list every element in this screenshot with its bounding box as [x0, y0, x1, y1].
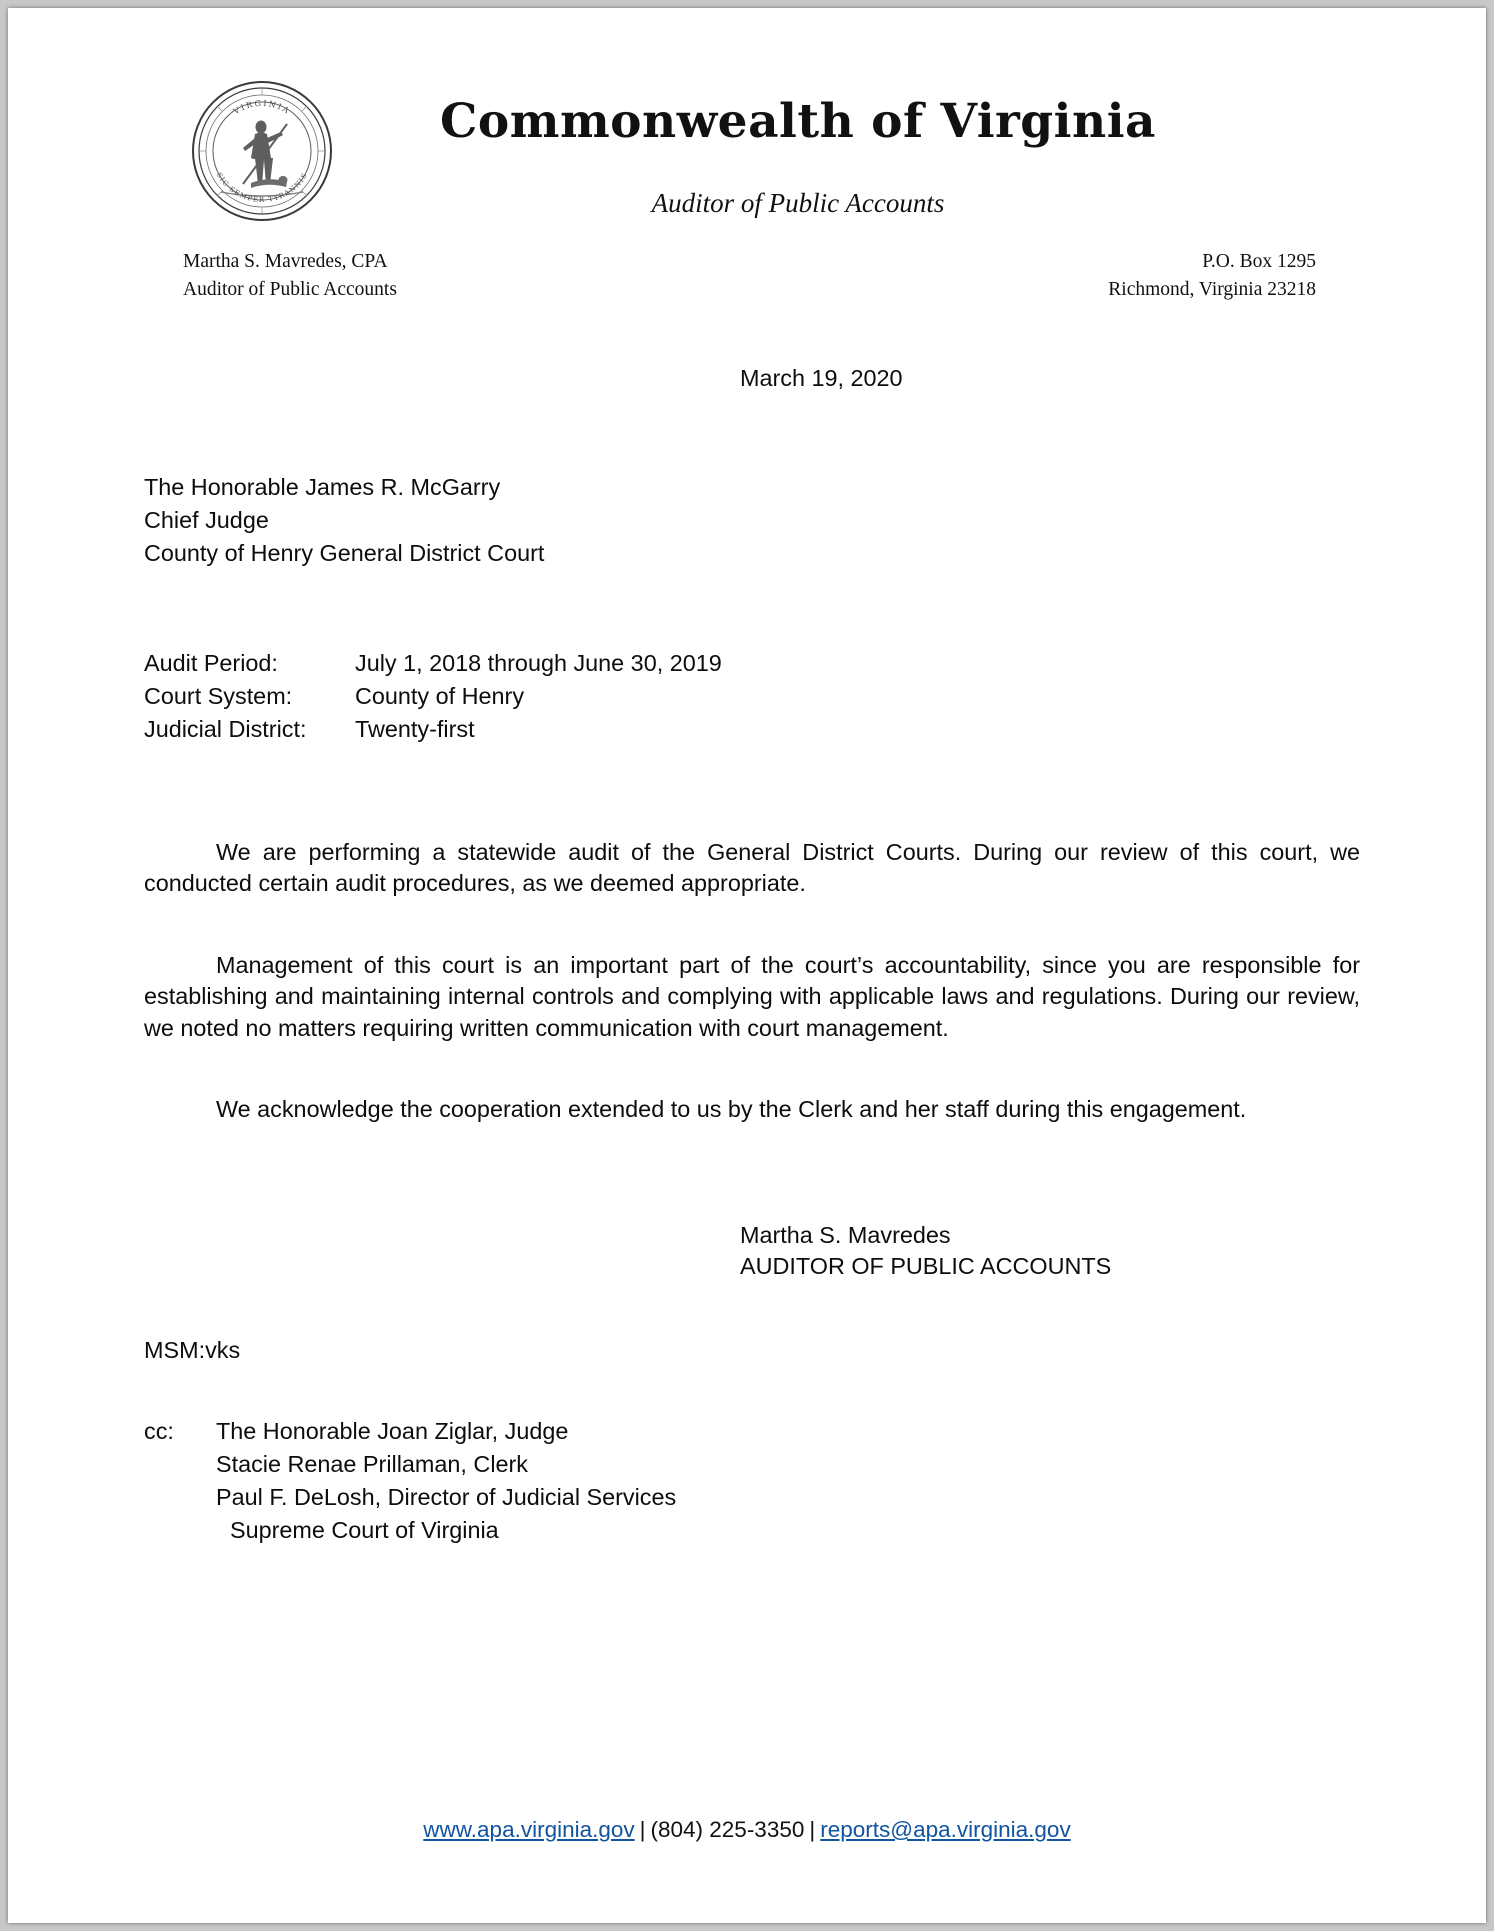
addressee-line-3: County of Henry General District Court [144, 540, 545, 567]
address-city-state-zip: Richmond, Virginia 23218 [1108, 278, 1316, 300]
judicial-district-row [144, 714, 1360, 745]
page-footer [8, 1817, 1486, 1843]
virginia-state-seal-icon [191, 80, 333, 222]
judicial-district-label: Judicial District: [144, 715, 307, 742]
addressee-line-1: The Honorable James R. McGarry [144, 474, 501, 501]
addressee-line-2: Chief Judge [144, 507, 269, 534]
cc-label: cc: [144, 1418, 174, 1445]
letterhead-title: Commonwealth of Virginia [439, 94, 1157, 149]
svg-text:SIC SEMPER TYRANNIS: SIC SEMPER TYRANNIS [214, 171, 310, 205]
auditor-title: Auditor of Public Accounts [183, 278, 397, 300]
footer-email-link[interactable]: reports@apa.virginia.gov [820, 1817, 1071, 1842]
document-page [8, 8, 1486, 1923]
addressee-block [144, 472, 1360, 569]
footer-phone: (804) 225-3350 [650, 1817, 805, 1842]
court-system-value: County of Henry [355, 682, 525, 709]
document-page-shadow [8, 8, 1486, 1923]
cc-recipient-list [216, 1416, 676, 1549]
footer-website-link[interactable]: www.apa.virginia.gov [423, 1817, 635, 1842]
letterhead-subtitle: Auditor of Public Accounts [651, 188, 945, 218]
judicial-district-value: Twenty-first [355, 715, 475, 742]
audit-details-block [144, 648, 1360, 745]
paragraph-2: Management of this court is an important part of the court’s accountability, since you are responsible for establishing and maintaining internal controls and complying with applicable laws and regulations. During our review, we noted no matters requiring written communication with court management. [144, 951, 1360, 1041]
svg-text:VIRGINIA: VIRGINIA [231, 98, 293, 117]
audit-period-row [144, 648, 1360, 679]
letter-body [144, 363, 1360, 1549]
cc-recipient-2: Stacie Renae Prillaman, Clerk [216, 1451, 529, 1478]
signature-name: Martha S. Mavredes [740, 1221, 951, 1248]
signature-block [740, 1220, 1360, 1282]
auditor-name: Martha S. Mavredes, CPA [183, 251, 388, 272]
audit-period-label: Audit Period: [144, 649, 278, 676]
signature-title: AUDITOR OF PUBLIC ACCOUNTS [740, 1252, 1112, 1279]
court-system-row [144, 681, 1360, 712]
address-po-box: P.O. Box 1295 [1202, 251, 1316, 272]
audit-period-value: July 1, 2018 through June 30, 2019 [355, 649, 722, 676]
paragraph-3: We acknowledge the cooperation extended to us by the Clerk and her staff during this engagement. [216, 1096, 1247, 1123]
footer-separator-2: | [809, 1817, 816, 1842]
letterhead-auditor-block [183, 248, 397, 303]
author-typist-initials: MSM:vks [144, 1336, 241, 1363]
cc-recipient-1: The Honorable Joan Ziglar, Judge [216, 1418, 569, 1445]
letter-date: March 19, 2020 [740, 365, 903, 391]
court-system-label: Court System: [144, 682, 293, 709]
letterhead-address-block [1108, 248, 1316, 303]
footer-separator-1: | [639, 1817, 646, 1842]
paragraph-1: We are performing a statewide audit of the General District Courts. During our review of this court, we conducted certain audit procedures, as we deemed appropriate. [144, 838, 1360, 897]
cc-block [144, 1416, 1360, 1549]
cc-recipient-4: Supreme Court of Virginia [230, 1517, 499, 1544]
cc-recipient-3: Paul F. DeLosh, Director of Judicial Services [216, 1484, 677, 1511]
